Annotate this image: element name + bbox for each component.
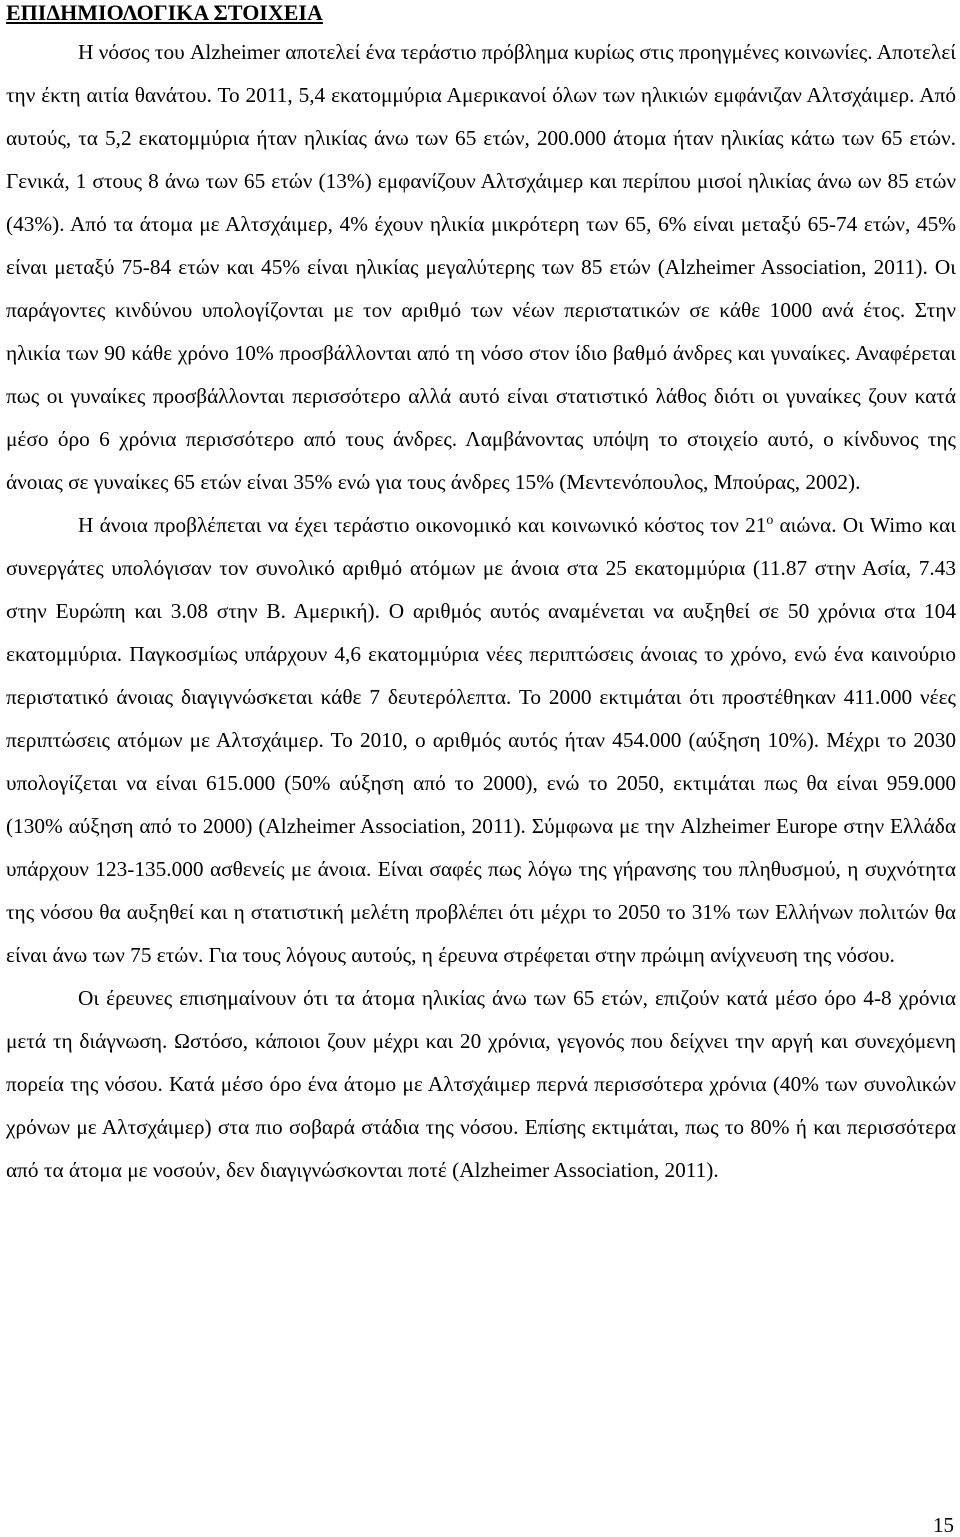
paragraph-survival: Οι έρευνες επισημαίνουν ότι τα άτομα ηλικίας άνω των 65 ετών, επιζούν κατά μέσο όρο 4-8 χρόνια μετά τη διάγνωση. Ωστόσο, κάποιοι ζουν μέχρι και 20 χρόνια, γεγονός που δείχνει την αργή και συνεχόμενη πορεία της νόσου. Κατά μέσο όρο ένα άτομο με Αλτσχάιμερ περνά περισσότερα χρόνια (40% των συνολικών χρόνων με Αλτσχάιμερ) στα πιο σοβαρά στάδια της νόσου. Επίσης εκτιμάται, πως το 80% ή και περισσότερα από τα άτομα με νοσούν, δεν διαγιγνώσκονται ποτέ (Alzheimer Association, 2011). <box>6 986 956 1182</box>
paragraph-text-start: Η άνοια προβλέπεται να έχει τεράστιο οικονομικό και κοινωνικό κόστος τον 21 <box>78 513 767 537</box>
page-number: 15 <box>933 1513 954 1537</box>
paragraph-prevalence: Η νόσος του Alzheimer αποτελεί ένα τεράστιο πρόβλημα κυρίως στις προηγμένες κοινωνίες. Αποτελεί την έκτη αιτία θανάτου. Το 2011, 5,4 εκατομμύρια Αμερικανοί όλων των ηλικιών εμφάνιζαν Αλτσχάιμερ. Από αυτούς, τα 5,2 εκατομμύρια ήταν ηλικίας άνω των 65 ετών, 200.000 άτομα ήταν ηλικίας κάτω των 65 ετών. Γενικά, 1 στους 8 άνω των 65 ετών (13%) εμφανίζουν Αλτσχάιμερ και περίπου μισοί ηλικίας άνω ων 85 ετών (43%). Από τα άτομα με Αλτσχάιμερ, 4% έχουν ηλικία μικρότερη των 65, 6% είναι μεταξύ 65-74 ετών, 45% είναι μεταξύ 75-84 ετών και 45% είναι ηλικίας μεγαλύτερης των 85 ετών (Alzheimer Association, 2011). Οι παράγοντες κινδύνου υπολογίζονται με τον αριθμό των νέων περιστατικών σε κάθε 1000 ανά έτος. Στην ηλικία των 90 κάθε χρόνο 10% προσβάλλονται από τη νόσο στον ίδιο βαθμό άνδρες και γυναίκες. Αναφέρεται πως οι γυναίκες προσβάλλονται περισσότερο αλλά αυτό είναι στατιστικό λάθος διότι οι γυναίκες ζουν κατά μέσο όρο 6 χρόνια περισσότερο από τους άνδρες. Λαμβάνοντας υπόψη το στοιχείο αυτό, ο κίνδυνος της άνοιας σε γυναίκες 65 ετών είναι 35% ενώ για τους άνδρες 15% (Μεντενόπουλος, Μπούρας, 2002). <box>6 40 956 494</box>
paragraph-economic-cost <box>6 504 956 977</box>
section-heading: ΕΠΙΔΗΜΙΟΛΟΓΙΚΑ ΣΤΟΙΧΕΙΑ <box>6 0 323 25</box>
document-page <box>6 0 956 1192</box>
ordinal-superscript: ο <box>766 511 774 527</box>
paragraph-text-rest: αιώνα. Οι Wimo και συνεργάτες υπολόγισαν τον συνολικό αριθμό ατόμων με άνοια στα 25 εκατομμύρια (11.87 στην Ασία, 7.43 στην Ευρώπη και 3.08 στην Β. Αμερική). Ο αριθμός αυτός αναμένεται να αυξηθεί σε 50 χρόνια στα 104 εκατομμύρια. Παγκοσμίως υπάρχουν 4,6 εκατομμύρια νέες περιπτώσεις άνοιας το χρόνο, ενώ ένα καινούριο περιστατικό άνοιας διαγιγνώσκεται κάθε 7 δευτερόλεπτα. Το 2000 εκτιμάται ότι προστέθηκαν 411.000 νέες περιπτώσεις ατόμων με Αλτσχάιμερ. Το 2010, ο αριθμός αυτός ήταν 454.000 (αύξηση 10%). Μέχρι το 2030 υπολογίζεται να είναι 615.000 (50% αύξηση από το 2000), ενώ το 2050, εκτιμάται πως θα είναι 959.000 (130% αύξηση από το 2000) (Alzheimer Association, 2011). Σύμφωνα με την Alzheimer Europe στην Ελλάδα υπάρχουν 123-135.000 ασθενείς με άνοια. Είναι σαφές πως λόγω της γήρανσης του πληθυσμού, η συχνότητα της νόσου θα αυξηθεί και η στατιστική μελέτη προβλέπει ότι μέχρι το 2050 το 31% των Ελλήνων πολιτών θα είναι άνω των 75 ετών. Για τους λόγους αυτούς, η έρευνα στρέφεται στην πρώιμη ανίχνευση της νόσου. <box>6 513 956 967</box>
